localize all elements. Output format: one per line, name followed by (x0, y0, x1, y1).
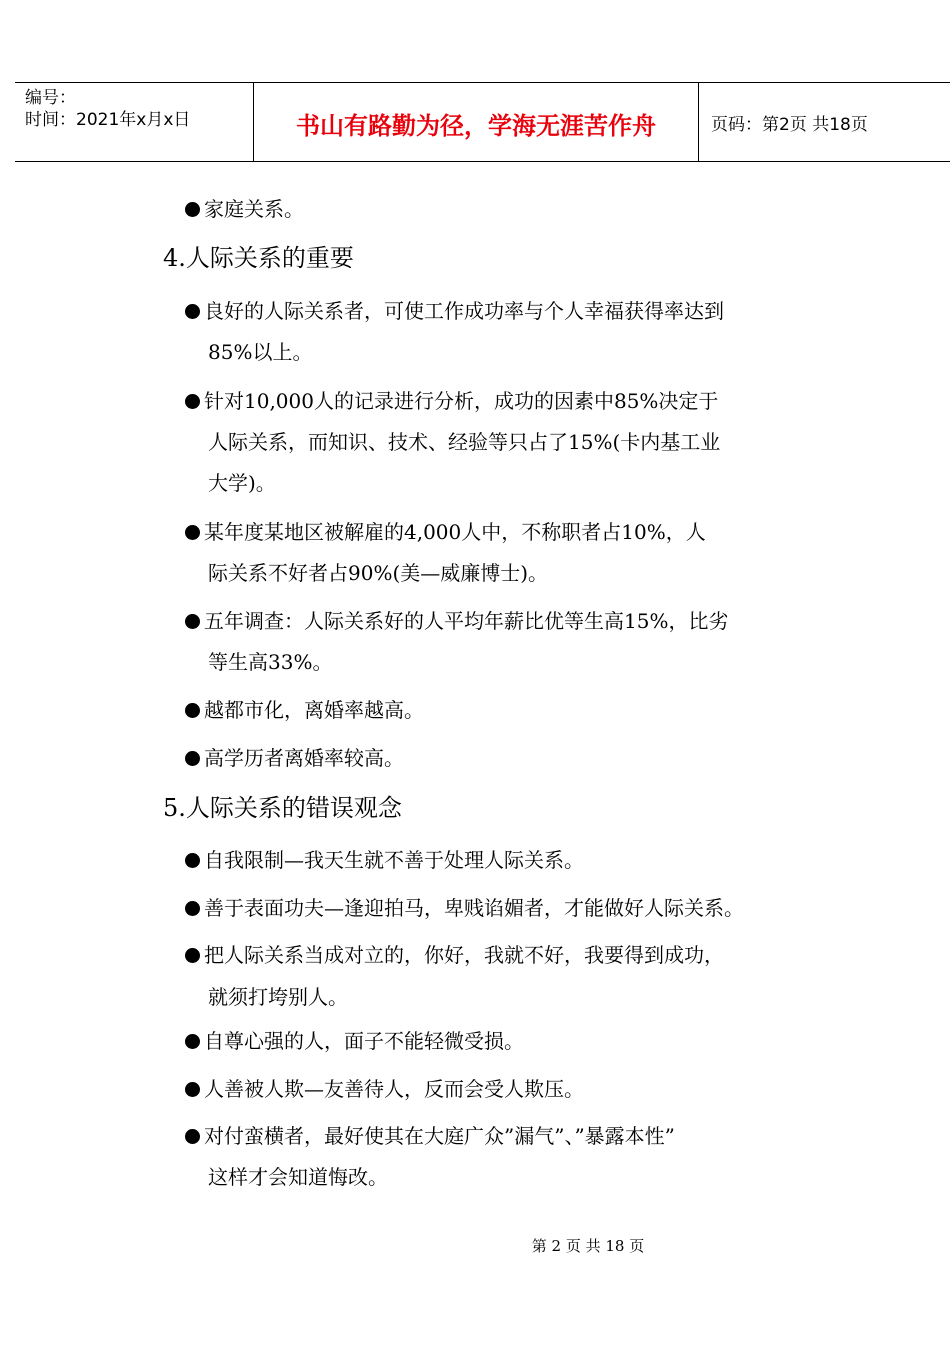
bullet-dot-icon (185, 901, 200, 916)
bullet-item: 某年度某地区被解雇的4,000人中，不称职者占10%，人 (185, 519, 706, 545)
section-heading-4: 4.人际关系的重要 (163, 244, 354, 272)
bullet-item: 良好的人际关系者，可使工作成功率与个人幸福获得率达到 (185, 298, 724, 324)
bullet-item: 自我限制—我天生就不善于处理人际关系。 (185, 847, 584, 873)
bullet-item: 自尊心强的人，面子不能轻微受损。 (185, 1028, 524, 1054)
bullet-dot-icon (185, 1082, 200, 1097)
bullet-item: 针对10,000人的记录进行分析，成功的因素中85%决定于 (185, 388, 718, 414)
header-meta-cell (15, 83, 254, 161)
bullet-dot-icon (185, 394, 200, 409)
bullet-dot-icon (185, 853, 200, 868)
bullet-dot-icon (185, 703, 200, 718)
bullet-item: 对付蛮横者，最好使其在大庭广众”漏气”、”暴露本性” (185, 1123, 675, 1149)
header-page-info: 页码：第2页 共18页 (711, 114, 868, 135)
bullet-continuation: 大学)。 (208, 471, 276, 495)
bullet-item: 高学历者离婚率较高。 (185, 745, 404, 771)
bullet-continuation: 就须打垮别人。 (208, 985, 348, 1009)
bullet-item: 越都市化，离婚率越高。 (185, 697, 424, 723)
bullet-dot-icon (185, 1129, 200, 1144)
bullet-continuation: 这样才会知道悔改。 (208, 1165, 388, 1189)
document-number-label: 编号： (25, 88, 76, 108)
bullet-item: 人善被人欺—友善待人，反而会受人欺压。 (185, 1076, 584, 1102)
bullet-dot-icon (185, 614, 200, 629)
bullet-dot-icon (185, 948, 200, 963)
bullet-dot-icon (185, 1034, 200, 1049)
page-footer: 第 2 页 共 18 页 (531, 1237, 645, 1255)
bullet-item: 家庭关系。 (185, 196, 304, 222)
bullet-dot-icon (185, 202, 200, 217)
page-header (15, 82, 950, 162)
header-motto: 书山有路勤为径，学海无涯苦作舟 (254, 83, 699, 161)
document-date-label: 时间：2021年x月x日 (25, 110, 191, 130)
bullet-item: 善于表面功夫—逢迎拍马，卑贱谄媚者，才能做好人际关系。 (185, 895, 744, 921)
bullet-item: 把人际关系当成对立的，你好，我就不好，我要得到成功， (185, 942, 724, 968)
section-heading-5: 5.人际关系的错误观念 (163, 794, 402, 822)
bullet-continuation: 85%以上。 (208, 340, 313, 364)
bullet-continuation: 人际关系，而知识、技术、经验等只占了15%(卡内基工业 (208, 430, 721, 454)
bullet-continuation: 际关系不好者占90%(美—威廉博士)。 (208, 561, 549, 585)
bullet-dot-icon (185, 751, 200, 766)
bullet-dot-icon (185, 304, 200, 319)
bullet-dot-icon (185, 525, 200, 540)
bullet-item: 五年调查：人际关系好的人平均年薪比优等生高15%，比劣 (185, 608, 728, 634)
bullet-continuation: 等生高33%。 (208, 650, 333, 674)
